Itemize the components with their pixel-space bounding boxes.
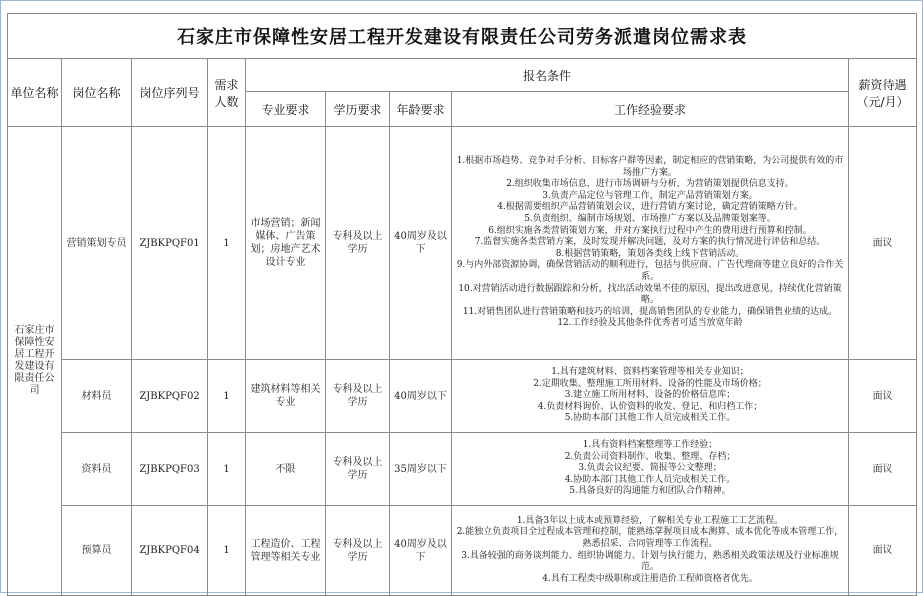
header-salary: 薪资待遇（元/月） — [849, 59, 917, 127]
education-requirement: 专科及以上学历 — [326, 506, 390, 596]
experience-item: 3.负责产品定位与管理工作，制定产品营销策划方案。 — [542, 190, 758, 201]
serial-number: ZJBKPQF03 — [132, 433, 208, 506]
experience-requirement — [452, 433, 849, 506]
position-name: 营销策划专员 — [62, 127, 132, 360]
position-name: 材料员 — [62, 360, 132, 433]
experience-item: 4.根据需要组织产品营销策划会议，进行营销方案讨论，确定营销策略方针。 — [497, 202, 803, 213]
salary: 面议 — [849, 360, 917, 433]
demand-count: 1 — [208, 433, 246, 506]
experience-requirement — [452, 360, 849, 433]
table-row — [8, 127, 917, 360]
header-education: 学历要求 — [326, 92, 390, 127]
experience-item: 3.负责会议纪要、简报等公文整理； — [578, 463, 722, 474]
experience-item: 10.对营销活动进行数据跟踪和分析，找出活动效果不佳的原因，提出改进意见，持续优化营销策略。 — [458, 283, 842, 306]
position-name: 资料员 — [62, 433, 132, 506]
experience-item: 5.负责组织、编制市场规划、市场推广方案以及品牌策划案等。 — [524, 214, 776, 225]
experience-item: 1.具有建筑材料、资料档案管理等相关专业知识； — [551, 367, 749, 378]
experience-item: 2.定期收集、整理施工所用材料、设备的性能及市场价格； — [533, 378, 767, 389]
experience-item: 2.组织收集市场信息，进行市场调研与分析，为营销策划提供信息支持。 — [506, 179, 794, 190]
experience-item: 5.协助本部门其他工作人员完成相关工作。 — [564, 413, 736, 424]
age-requirement: 35周岁以下 — [390, 433, 452, 506]
serial-number: ZJBKPQF02 — [132, 360, 208, 433]
major-requirement: 建筑材料等相关专业 — [246, 360, 326, 433]
education-requirement: 专科及以上学历 — [326, 433, 390, 506]
experience-item: 12.工作经验及其他条件优秀者可适当放宽年龄 — [557, 318, 743, 329]
major-requirement: 不限 — [246, 433, 326, 506]
age-requirement: 40周岁及以下 — [390, 127, 452, 360]
header-position: 岗位名称 — [62, 59, 132, 127]
table-row — [8, 433, 917, 506]
salary: 面议 — [849, 127, 917, 360]
header-unit: 单位名称 — [8, 59, 62, 127]
experience-item: 4.负责材料询价、认价资料的收发、登记、和归档工作； — [537, 401, 763, 412]
experience-requirement — [452, 506, 849, 596]
experience-item: 4.具有工程类中级职称或注册造价工程师资格者优先。 — [542, 573, 758, 584]
experience-item: 11.对销售团队进行营销策略和技巧的培训，提高销售团队的专业能力，确保销售业绩的达成。 — [462, 306, 838, 317]
experience-item: 9.与内外部资源协调，确保营销活动的顺利进行，包括与供应商、广告代理商等建立良好的合作关系。 — [456, 260, 844, 282]
experience-requirement — [452, 127, 849, 360]
experience-item: 2.负责公司资料制作、收集、整理、存档； — [564, 451, 736, 462]
experience-item: 1.根据市场趋势、竞争对手分析、目标客户群等因素，制定相应的营销策略，为公司提供有效的市场推广方案。 — [456, 156, 844, 178]
header-experience: 工作经验要求 — [452, 92, 849, 127]
table-row — [8, 360, 917, 433]
age-requirement: 40周岁以下 — [390, 360, 452, 433]
experience-item: 3.建立施工所用材料、设备的价格信息库； — [564, 390, 736, 401]
experience-item: 6.组织实施各类营销策划方案，并对方案执行过程中产生的费用进行预算和控制。 — [488, 225, 812, 236]
demand-count: 1 — [208, 127, 246, 360]
salary: 面议 — [849, 506, 917, 596]
experience-item: 4.协助本部门其他工作人员完成相关工作。 — [564, 474, 736, 485]
major-requirement: 工程造价、工程管理等相关专业 — [246, 506, 326, 596]
serial-number: ZJBKPQF01 — [132, 127, 208, 360]
salary: 面议 — [849, 433, 917, 506]
serial-number: ZJBKPQF04 — [132, 506, 208, 596]
header-count: 需求人数 — [208, 59, 246, 127]
experience-item: 2.能独立负责项目全过程成本管理和控制，能熟练掌握项目成本测算、成本优化等成本管理工作，熟悉招采、合同管理等工作流程。 — [456, 527, 844, 549]
table-row — [8, 506, 917, 596]
header-conditions: 报名条件 — [246, 59, 849, 92]
position-name: 预算员 — [62, 506, 132, 596]
table-title: 石家庄市保障性安居工程开发建设有限责任公司劳务派遣岗位需求表 — [8, 14, 917, 59]
header-age: 年龄要求 — [390, 92, 452, 127]
experience-item: 8.根据营销策略，策划各类线上线下营销活动。 — [555, 248, 745, 259]
unit-name: 石家庄市保障性安居工程开发建设有限责任公司 — [8, 127, 62, 596]
header-major: 专业要求 — [246, 92, 326, 127]
experience-item: 1.具有资料档案整理等工作经验； — [582, 440, 718, 451]
education-requirement: 专科及以上学历 — [326, 127, 390, 360]
experience-item: 3.具备较强的商务谈判能力、组织协调能力、计划与执行能力，熟悉相关政策法规及行业标准规范。 — [461, 550, 839, 573]
education-requirement: 专科及以上学历 — [326, 360, 390, 433]
experience-item: 1.具备3年以上成本或预算经验，了解相关专业工程施工工艺流程。 — [516, 515, 784, 526]
experience-item: 7.监督实施各类营销方案，及时发现并解决问题，及对方案的执行情况进行评估和总结。 — [474, 237, 826, 248]
major-requirement: 市场营销；新闻媒体、广告策划；房地产艺术设计专业 — [246, 127, 326, 360]
header-serial: 岗位序列号 — [132, 59, 208, 127]
demand-count: 1 — [208, 506, 246, 596]
position-demand-table — [7, 13, 917, 596]
demand-count: 1 — [208, 360, 246, 433]
experience-item: 5.具备良好的沟通能力和团队合作精神。 — [569, 486, 731, 497]
age-requirement: 40周岁及以下 — [390, 506, 452, 596]
